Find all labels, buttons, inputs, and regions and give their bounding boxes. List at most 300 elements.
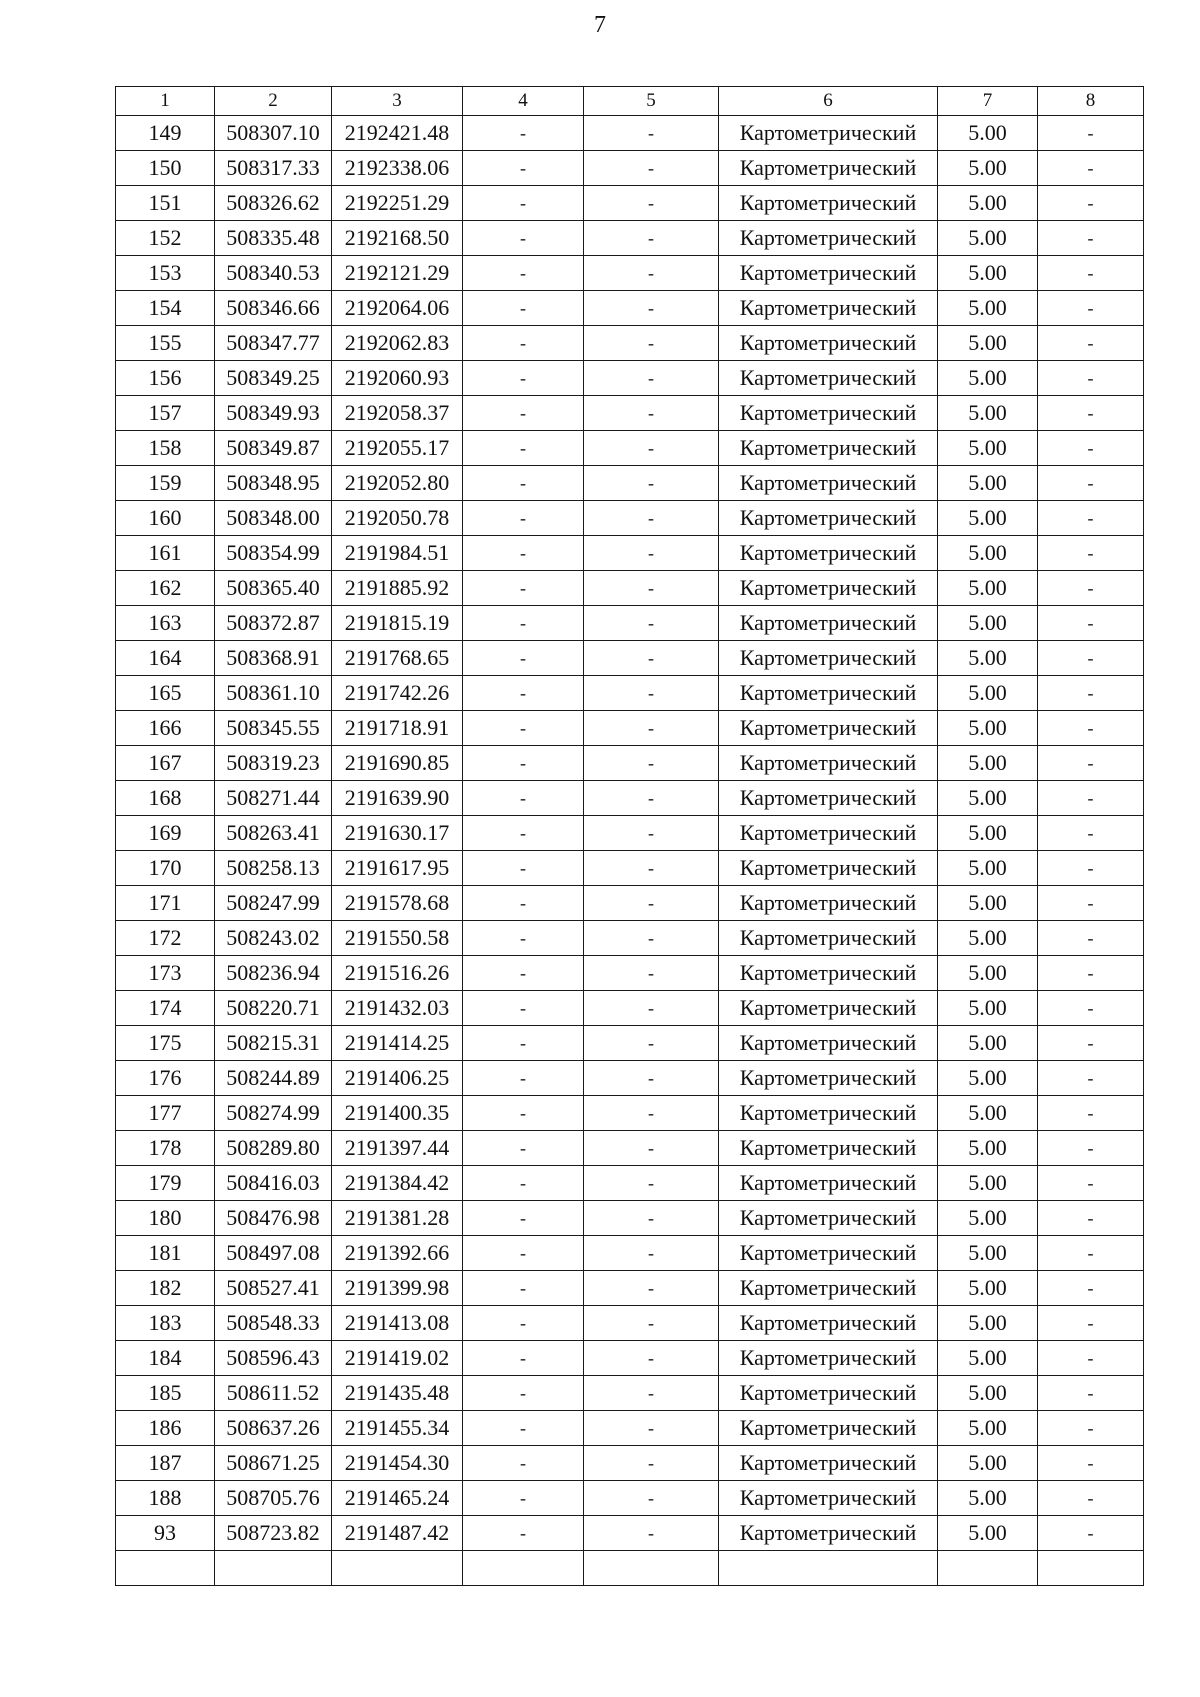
table-cell-col-4: -: [463, 1481, 584, 1516]
table-cell-col-4: -: [463, 256, 584, 291]
table-row: [116, 396, 1144, 431]
table-cell-col-4: -: [463, 956, 584, 991]
table-row: [116, 221, 1144, 256]
table-cell-col-5: -: [584, 1061, 719, 1096]
table-cell-col-4: -: [463, 1306, 584, 1341]
table-cell-col-5: -: [584, 431, 719, 466]
column-header-7: 7: [938, 87, 1038, 116]
table-cell-col-6: Картометрический: [719, 396, 938, 431]
table-cell-col-7: 5.00: [938, 1131, 1038, 1166]
table-cell-col-3: 2191815.19: [332, 606, 463, 641]
table-row: [116, 921, 1144, 956]
table-cell-col-6: Картометрический: [719, 1271, 938, 1306]
table-cell-col-8: -: [1038, 466, 1144, 501]
table-row: [116, 501, 1144, 536]
table-cell-col-2: 508347.77: [215, 326, 332, 361]
table-cell-col-6: Картометрический: [719, 886, 938, 921]
table-cell-col-3: 2191399.98: [332, 1271, 463, 1306]
table-cell-col-8: -: [1038, 291, 1144, 326]
table-cell-col-4: -: [463, 1271, 584, 1306]
table-cell-col-6: Картометрический: [719, 186, 938, 221]
table-cell-col-5: -: [584, 326, 719, 361]
table-cell-col-2: 508319.23: [215, 746, 332, 781]
table-cell-col-7: 5.00: [938, 326, 1038, 361]
table-cell-col-1: 153: [116, 256, 215, 291]
column-header-5: 5: [584, 87, 719, 116]
table-cell-col-5: -: [584, 1306, 719, 1341]
table-cell-col-8: -: [1038, 501, 1144, 536]
table-cell-col-8: -: [1038, 1131, 1144, 1166]
table-cell-col-6: Картометрический: [719, 676, 938, 711]
table-cell-col-4: -: [463, 571, 584, 606]
table-cell-col-1: 172: [116, 921, 215, 956]
table-cell-col-5: -: [584, 186, 719, 221]
table-cell-col-3: 2191384.42: [332, 1166, 463, 1201]
table-cell-col-7: 5.00: [938, 886, 1038, 921]
table-cell-col-4: -: [463, 116, 584, 151]
table-cell-col-6: Картометрический: [719, 571, 938, 606]
table-cell-col-8: -: [1038, 1026, 1144, 1061]
table-cell-col-2: 508637.26: [215, 1411, 332, 1446]
table-cell-col-8: -: [1038, 606, 1144, 641]
table-cell-col-6: Картометрический: [719, 361, 938, 396]
table-cell-col-4: -: [463, 1411, 584, 1446]
table-cell-col-2: 508244.89: [215, 1061, 332, 1096]
table-row: [116, 256, 1144, 291]
table-cell-col-4: -: [463, 746, 584, 781]
table-row: [116, 1061, 1144, 1096]
column-header-6: 6: [719, 87, 938, 116]
table-cell-col-1: 185: [116, 1376, 215, 1411]
table-cell-col-7: 5.00: [938, 676, 1038, 711]
table-cell-col-3: 2191984.51: [332, 536, 463, 571]
table-cell-col-1: 174: [116, 991, 215, 1026]
table-row: [116, 1446, 1144, 1481]
table-row: [116, 781, 1144, 816]
table-cell-col-7: 5.00: [938, 1166, 1038, 1201]
table-cell-col-2: 508348.00: [215, 501, 332, 536]
table-cell-col-3: 2191742.26: [332, 676, 463, 711]
page-number: 7: [594, 12, 606, 38]
table-cell-col-2: 508365.40: [215, 571, 332, 606]
table-cell-col-7: [938, 1551, 1038, 1586]
table-cell-col-3: 2191454.30: [332, 1446, 463, 1481]
table-cell-col-3: 2191435.48: [332, 1376, 463, 1411]
table-cell-col-1: 158: [116, 431, 215, 466]
table-cell-col-6: Картометрический: [719, 1341, 938, 1376]
table-cell-col-7: 5.00: [938, 501, 1038, 536]
table-cell-col-3: 2191690.85: [332, 746, 463, 781]
table-cell-col-5: -: [584, 956, 719, 991]
table-row: [116, 956, 1144, 991]
table-cell-col-1: 166: [116, 711, 215, 746]
table-cell-col-3: 2191516.26: [332, 956, 463, 991]
table-cell-col-3: 2192058.37: [332, 396, 463, 431]
table-cell-col-3: 2191639.90: [332, 781, 463, 816]
table-cell-col-3: 2191885.92: [332, 571, 463, 606]
table-cell-col-3: 2191432.03: [332, 991, 463, 1026]
table-cell-col-4: -: [463, 431, 584, 466]
table-cell-col-8: -: [1038, 991, 1144, 1026]
table-cell-col-3: 2192338.06: [332, 151, 463, 186]
table-cell-col-6: [719, 1551, 938, 1586]
table-cell-col-6: Картометрический: [719, 781, 938, 816]
table-cell-col-5: -: [584, 1271, 719, 1306]
table-cell-col-7: 5.00: [938, 746, 1038, 781]
table-cell-col-2: 508346.66: [215, 291, 332, 326]
table-cell-col-5: -: [584, 1201, 719, 1236]
table-cell-col-6: Картометрический: [719, 326, 938, 361]
table-cell-col-5: -: [584, 1376, 719, 1411]
table-cell-col-6: Картометрический: [719, 501, 938, 536]
table-cell-col-5: -: [584, 571, 719, 606]
table-cell-col-3: 2191617.95: [332, 851, 463, 886]
table-cell-col-8: -: [1038, 851, 1144, 886]
table-cell-col-7: 5.00: [938, 396, 1038, 431]
table-row: [116, 711, 1144, 746]
table-cell-col-8: -: [1038, 1516, 1144, 1551]
coordinates-table: [115, 86, 1144, 1586]
table-cell-col-8: -: [1038, 116, 1144, 151]
table-cell-col-7: 5.00: [938, 431, 1038, 466]
table-cell-col-8: -: [1038, 256, 1144, 291]
table-cell-col-5: -: [584, 361, 719, 396]
table-cell-col-2: 508236.94: [215, 956, 332, 991]
table-row: [116, 1271, 1144, 1306]
table-cell-col-1: 162: [116, 571, 215, 606]
table-cell-col-7: 5.00: [938, 291, 1038, 326]
table-cell-col-2: 508527.41: [215, 1271, 332, 1306]
table-cell-col-1: 152: [116, 221, 215, 256]
table-cell-col-6: Картометрический: [719, 851, 938, 886]
table-cell-col-2: 508368.91: [215, 641, 332, 676]
table-cell-col-8: -: [1038, 1446, 1144, 1481]
table-cell-col-2: 508671.25: [215, 1446, 332, 1481]
table-cell-col-1: 175: [116, 1026, 215, 1061]
table-cell-col-8: -: [1038, 431, 1144, 466]
table-cell-col-7: 5.00: [938, 851, 1038, 886]
table-cell-col-6: Картометрический: [719, 711, 938, 746]
table-cell-col-2: [215, 1551, 332, 1586]
table-cell-col-4: -: [463, 1446, 584, 1481]
table-cell-col-6: Картометрический: [719, 116, 938, 151]
table-cell-col-3: 2191578.68: [332, 886, 463, 921]
table-cell-col-8: -: [1038, 746, 1144, 781]
table-cell-col-7: 5.00: [938, 1516, 1038, 1551]
table-cell-col-6: Картометрический: [719, 291, 938, 326]
table-cell-col-3: 2191414.25: [332, 1026, 463, 1061]
table-cell-col-3: 2191630.17: [332, 816, 463, 851]
table-row: [116, 816, 1144, 851]
table-cell-col-5: -: [584, 886, 719, 921]
table-cell-col-2: 508345.55: [215, 711, 332, 746]
table-cell-col-2: 508596.43: [215, 1341, 332, 1376]
table-cell-col-8: -: [1038, 1411, 1144, 1446]
table-cell-col-1: 181: [116, 1236, 215, 1271]
table-cell-col-6: Картометрический: [719, 1201, 938, 1236]
table-cell-col-8: -: [1038, 571, 1144, 606]
table-cell-col-7: 5.00: [938, 1026, 1038, 1061]
table-cell-col-2: 508271.44: [215, 781, 332, 816]
table-cell-col-7: 5.00: [938, 1376, 1038, 1411]
table-cell-col-1: 168: [116, 781, 215, 816]
table-row: [116, 1166, 1144, 1201]
table-cell-col-1: 177: [116, 1096, 215, 1131]
table-cell-col-4: -: [463, 151, 584, 186]
table-cell-col-1: 179: [116, 1166, 215, 1201]
table-cell-col-7: 5.00: [938, 606, 1038, 641]
table-cell-col-1: 184: [116, 1341, 215, 1376]
table-cell-col-6: Картометрический: [719, 221, 938, 256]
table-cell-col-7: 5.00: [938, 1061, 1038, 1096]
table-row: [116, 466, 1144, 501]
table-cell-col-4: -: [463, 1376, 584, 1411]
table-cell-col-6: Картометрический: [719, 1026, 938, 1061]
table-cell-col-4: -: [463, 326, 584, 361]
table-cell-col-5: -: [584, 991, 719, 1026]
table-row: [116, 431, 1144, 466]
table-cell-col-3: 2191413.08: [332, 1306, 463, 1341]
table-cell-col-7: 5.00: [938, 256, 1038, 291]
table-cell-col-2: 508354.99: [215, 536, 332, 571]
table-cell-col-6: Картометрический: [719, 1166, 938, 1201]
column-header-2: 2: [215, 87, 332, 116]
table-cell-col-5: -: [584, 711, 719, 746]
table-cell-col-7: 5.00: [938, 641, 1038, 676]
table-cell-col-2: 508274.99: [215, 1096, 332, 1131]
table-cell-col-8: -: [1038, 711, 1144, 746]
table-cell-col-6: Картометрический: [719, 1481, 938, 1516]
table-cell-col-6: Картометрический: [719, 1096, 938, 1131]
table-row: [116, 186, 1144, 221]
table-cell-col-5: -: [584, 466, 719, 501]
table-cell-col-1: 170: [116, 851, 215, 886]
table-cell-col-3: 2191487.42: [332, 1516, 463, 1551]
table-cell-col-4: -: [463, 1341, 584, 1376]
table-cell-col-1: 188: [116, 1481, 215, 1516]
table-cell-col-5: [584, 1551, 719, 1586]
table-cell-col-6: Картометрический: [719, 1306, 938, 1341]
table-cell-col-5: -: [584, 1481, 719, 1516]
table-cell-col-3: 2192052.80: [332, 466, 463, 501]
table-cell-col-7: 5.00: [938, 781, 1038, 816]
table-cell-col-6: Картометрический: [719, 256, 938, 291]
table-cell-col-1: 167: [116, 746, 215, 781]
table-cell-col-6: Картометрический: [719, 1061, 938, 1096]
table-row: [116, 1026, 1144, 1061]
table-cell-col-5: -: [584, 781, 719, 816]
table-cell-col-8: -: [1038, 361, 1144, 396]
table-cell-col-6: Картометрический: [719, 431, 938, 466]
table-row: [116, 291, 1144, 326]
table-cell-col-3: 2191400.35: [332, 1096, 463, 1131]
table-cell-col-1: 154: [116, 291, 215, 326]
table-cell-col-8: -: [1038, 781, 1144, 816]
table-cell-col-7: 5.00: [938, 816, 1038, 851]
table-cell-col-6: Картометрический: [719, 1131, 938, 1166]
table-row: [116, 1341, 1144, 1376]
table-cell-col-1: [116, 1551, 215, 1586]
table-cell-col-4: -: [463, 466, 584, 501]
table-cell-col-7: 5.00: [938, 536, 1038, 571]
table-cell-col-6: Картометрический: [719, 1411, 938, 1446]
table-cell-col-1: 165: [116, 676, 215, 711]
table-cell-col-1: 157: [116, 396, 215, 431]
table-row: [116, 606, 1144, 641]
table-cell-col-8: -: [1038, 1166, 1144, 1201]
table-cell-col-3: 2192121.29: [332, 256, 463, 291]
table-cell-col-7: 5.00: [938, 1341, 1038, 1376]
table-cell-col-8: -: [1038, 1481, 1144, 1516]
table-cell-col-4: -: [463, 1026, 584, 1061]
table-row: [116, 851, 1144, 886]
table-cell-col-5: -: [584, 676, 719, 711]
table-cell-col-4: -: [463, 536, 584, 571]
table-cell-col-8: -: [1038, 886, 1144, 921]
table-cell-col-2: 508416.03: [215, 1166, 332, 1201]
table-cell-col-6: Картометрический: [719, 606, 938, 641]
table-cell-col-8: -: [1038, 816, 1144, 851]
table-cell-col-5: -: [584, 1446, 719, 1481]
table-cell-col-1: 164: [116, 641, 215, 676]
table-cell-col-4: -: [463, 606, 584, 641]
table-cell-col-7: 5.00: [938, 1201, 1038, 1236]
table-cell-col-2: 508340.53: [215, 256, 332, 291]
table-cell-col-1: 155: [116, 326, 215, 361]
table-cell-col-2: 508263.41: [215, 816, 332, 851]
table-row: [116, 326, 1144, 361]
table-cell-col-6: Картометрический: [719, 1446, 938, 1481]
table-cell-col-4: -: [463, 361, 584, 396]
table-cell-col-1: 159: [116, 466, 215, 501]
table-cell-col-4: -: [463, 781, 584, 816]
table-cell-col-1: 150: [116, 151, 215, 186]
table-cell-col-6: Картометрический: [719, 1516, 938, 1551]
table-cell-col-2: 508548.33: [215, 1306, 332, 1341]
table-cell-col-4: -: [463, 1061, 584, 1096]
table-header: [116, 87, 1144, 116]
table-cell-col-7: 5.00: [938, 1236, 1038, 1271]
table-cell-col-1: 93: [116, 1516, 215, 1551]
table-cell-col-6: Картометрический: [719, 1376, 938, 1411]
table-cell-col-3: 2191392.66: [332, 1236, 463, 1271]
column-header-8: 8: [1038, 87, 1144, 116]
table-cell-col-3: 2191397.44: [332, 1131, 463, 1166]
table-row: [116, 991, 1144, 1026]
table-cell-col-3: 2192060.93: [332, 361, 463, 396]
table-cell-col-8: -: [1038, 1096, 1144, 1131]
table-cell-col-4: -: [463, 221, 584, 256]
header-row: [116, 87, 1144, 116]
table-cell-col-2: 508317.33: [215, 151, 332, 186]
table-cell-col-8: -: [1038, 396, 1144, 431]
table-cell-col-4: -: [463, 851, 584, 886]
column-header-4: 4: [463, 87, 584, 116]
table-cell-col-8: -: [1038, 1341, 1144, 1376]
table-cell-col-8: -: [1038, 1306, 1144, 1341]
table-cell-col-4: -: [463, 1236, 584, 1271]
table-cell-col-2: 508349.93: [215, 396, 332, 431]
table-cell-col-5: -: [584, 1166, 719, 1201]
table-cell-col-5: -: [584, 1096, 719, 1131]
table-cell-col-7: 5.00: [938, 1411, 1038, 1446]
table-cell-col-7: 5.00: [938, 571, 1038, 606]
column-header-1: 1: [116, 87, 215, 116]
table-cell-col-6: Картометрический: [719, 1236, 938, 1271]
table-cell-col-2: 508361.10: [215, 676, 332, 711]
table-cell-col-1: 163: [116, 606, 215, 641]
table-cell-col-1: 186: [116, 1411, 215, 1446]
table-cell-col-1: 169: [116, 816, 215, 851]
table-cell-col-4: -: [463, 1131, 584, 1166]
table-cell-col-5: -: [584, 1236, 719, 1271]
table-cell-col-7: 5.00: [938, 1481, 1038, 1516]
table-cell-col-3: 2191419.02: [332, 1341, 463, 1376]
table-cell-col-7: 5.00: [938, 151, 1038, 186]
table-cell-col-2: 508497.08: [215, 1236, 332, 1271]
table-cell-col-4: -: [463, 921, 584, 956]
table-row: [116, 886, 1144, 921]
table-row: [116, 536, 1144, 571]
table-cell-col-5: -: [584, 921, 719, 956]
table-cell-col-4: -: [463, 816, 584, 851]
table-cell-col-7: 5.00: [938, 221, 1038, 256]
table-cell-col-4: -: [463, 291, 584, 326]
table-cell-col-2: 508723.82: [215, 1516, 332, 1551]
table-cell-col-6: Картометрический: [719, 151, 938, 186]
table-cell-col-8: -: [1038, 956, 1144, 991]
table-cell-col-1: 161: [116, 536, 215, 571]
table-cell-col-4: -: [463, 1201, 584, 1236]
table-cell-col-8: -: [1038, 1201, 1144, 1236]
table-cell-col-8: -: [1038, 536, 1144, 571]
table-cell-col-2: 508289.80: [215, 1131, 332, 1166]
table-cell-col-7: 5.00: [938, 1271, 1038, 1306]
table-cell-col-2: 508705.76: [215, 1481, 332, 1516]
table-cell-col-3: 2191465.24: [332, 1481, 463, 1516]
table-cell-col-8: -: [1038, 1236, 1144, 1271]
table-cell-col-3: 2192050.78: [332, 501, 463, 536]
table-cell-col-5: -: [584, 1516, 719, 1551]
table-row: [116, 1201, 1144, 1236]
table-row: [116, 641, 1144, 676]
table-row: [116, 361, 1144, 396]
table-cell-col-5: -: [584, 536, 719, 571]
table-cell-col-5: -: [584, 641, 719, 676]
table-cell-col-8: -: [1038, 676, 1144, 711]
table-cell-col-5: -: [584, 501, 719, 536]
table-cell-col-7: 5.00: [938, 1446, 1038, 1481]
table-row: [116, 1481, 1144, 1516]
table-cell-col-5: -: [584, 116, 719, 151]
table-cell-col-7: 5.00: [938, 921, 1038, 956]
column-header-3: 3: [332, 87, 463, 116]
table-row: [116, 1096, 1144, 1131]
table-cell-col-8: -: [1038, 186, 1144, 221]
table-cell-col-5: -: [584, 816, 719, 851]
table-row: [116, 1236, 1144, 1271]
table-cell-col-6: Картометрический: [719, 816, 938, 851]
table-cell-col-7: 5.00: [938, 116, 1038, 151]
table-cell-col-2: 508372.87: [215, 606, 332, 641]
table-cell-col-3: 2191718.91: [332, 711, 463, 746]
table-cell-col-7: 5.00: [938, 361, 1038, 396]
table-cell-col-3: 2192064.06: [332, 291, 463, 326]
table-cell-col-6: Картометрический: [719, 641, 938, 676]
table-row: [116, 571, 1144, 606]
table-cell-col-2: 508258.13: [215, 851, 332, 886]
table-row: [116, 1131, 1144, 1166]
